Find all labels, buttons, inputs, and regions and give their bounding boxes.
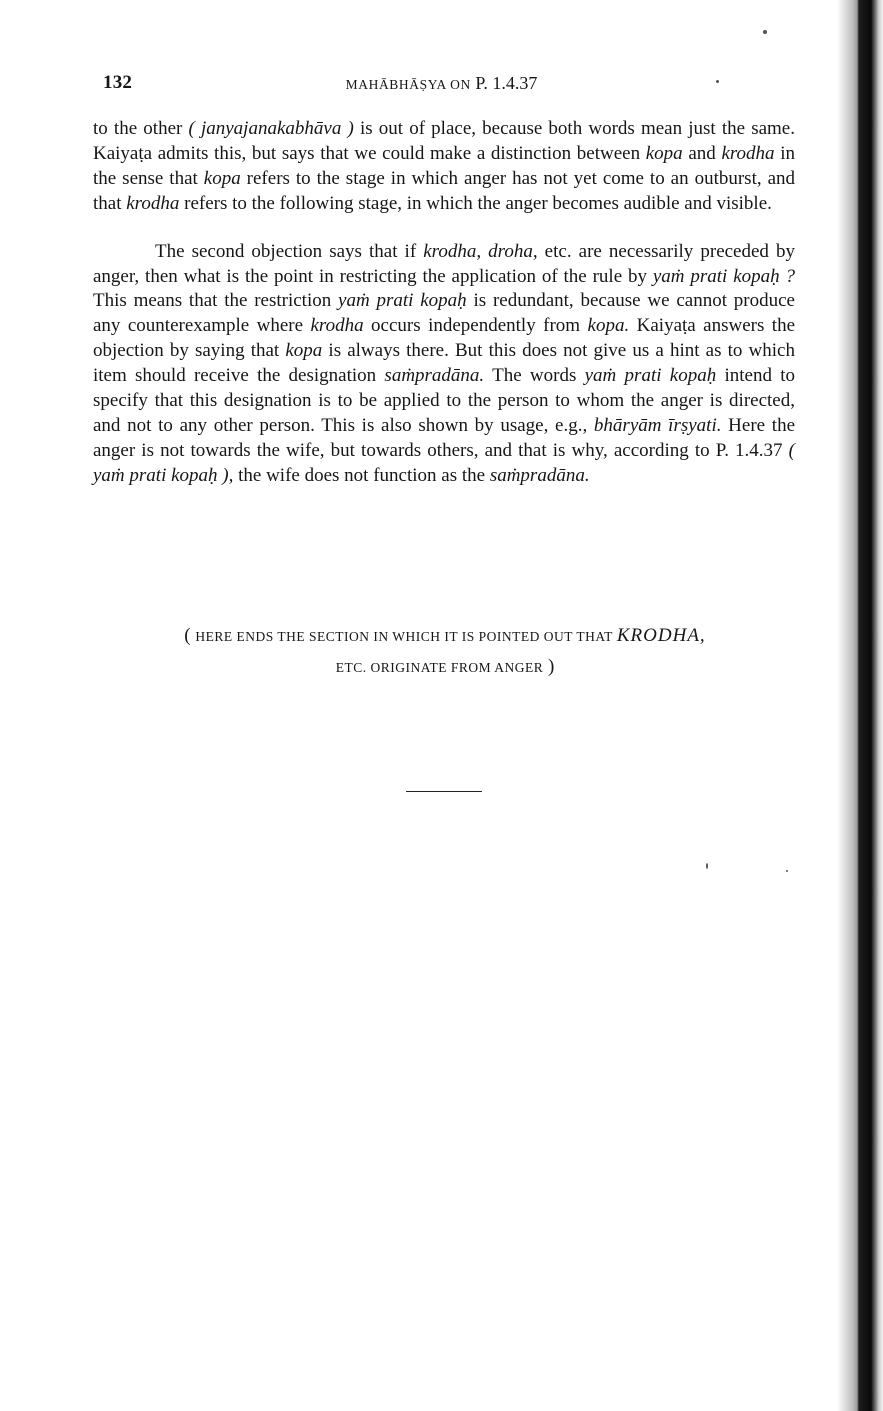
italic-term: kopa. [587, 315, 630, 337]
italic-term: yaṁ prati kopaḥ [584, 365, 717, 387]
page-number: 132 [103, 72, 133, 93]
scan-speck [763, 30, 767, 34]
italic-term: kopa [285, 340, 323, 362]
paragraph-1 [93, 117, 795, 217]
text-run: refers to the stage in which anger has not yet come to an outburst, and that [93, 167, 795, 214]
text-run: The second objection says that if [155, 240, 424, 262]
scanned-page-edge-shadow [837, 0, 883, 1411]
text-run: the wife does not function as the [233, 464, 490, 486]
text-run: refers to the following stage, in which the anger becomes audible and visible. [179, 192, 772, 214]
text-run: This means that the restriction [93, 290, 339, 312]
text-run: is always there. But this does not give us a hint as to which item should receive the designation [93, 340, 795, 387]
scan-speck [786, 870, 788, 872]
text-run: The words [484, 365, 585, 387]
italic-term: ( janyajanakabhāva ) [188, 118, 354, 139]
running-header-title: MAHĀBHĀṢYA ON [345, 77, 471, 92]
paragraph-2 [93, 240, 795, 489]
body-text [93, 117, 795, 489]
open-paren: ( [184, 625, 196, 646]
close-paren: ) [543, 656, 555, 677]
italic-term: bhāryām īrṣyati. [593, 414, 722, 436]
italic-term: krodha [310, 315, 364, 337]
italic-term: yaṁ prati kopaḥ [338, 290, 467, 312]
text-run: occurs independently from [363, 315, 588, 337]
text-run: and [682, 142, 722, 164]
scan-speck [716, 80, 719, 83]
closing-note-text: HERE ENDS THE SECTION IN WHICH IT IS POINTED OUT THAT [195, 629, 613, 644]
italic-term: saṁpradāna. [489, 464, 590, 486]
italic-term: yaṁ prati kopaḥ ? [652, 265, 795, 287]
closing-note-line-2 [100, 652, 790, 683]
running-header-rule-ref: P. 1.4.37 [475, 73, 538, 93]
italic-term: krodha [126, 192, 180, 214]
italic-term: krodha [721, 142, 775, 164]
closing-note-line-1 [100, 621, 790, 652]
closing-note-text: ETC. ORIGINATE FROM ANGER [335, 660, 544, 675]
italic-term: saṁpradāna. [384, 365, 485, 387]
section-end-rule [406, 791, 482, 792]
text-run: Kaiyaṭa answers the objection by saying that [93, 315, 795, 362]
text-run: Here the anger is not towards the wife, but towards others, and that is why, according to P. 1.4.37 [93, 414, 795, 461]
italic-term: ( yaṁ prati kopaḥ ), [93, 439, 795, 486]
text-run: etc. are necessarily preceded by anger, then what is the point in restricting the application of the rule by [93, 240, 795, 287]
section-closing-note [100, 621, 790, 683]
scan-speck [706, 863, 708, 869]
running-header [0, 73, 883, 94]
text-run: is out of place, because both words mean just the same. Kaiyaṭa admits this, but says that we could make a distinction between [93, 118, 795, 164]
text-run: intend to specify that this designation is to be applied to the person to whom the anger is directed, and not to any other person. This is also shown by usage, e.g., [93, 365, 796, 436]
italic-term: kopa [203, 167, 241, 189]
closing-note-term: KRODHA, [616, 625, 706, 646]
italic-term: kopa [645, 142, 683, 164]
text-run: in the sense that [93, 142, 795, 189]
text-run: to the other [93, 118, 189, 139]
text-run: is redundant, because we cannot produce any counterexample where [93, 290, 795, 337]
italic-term: krodha, droha, [423, 240, 538, 262]
